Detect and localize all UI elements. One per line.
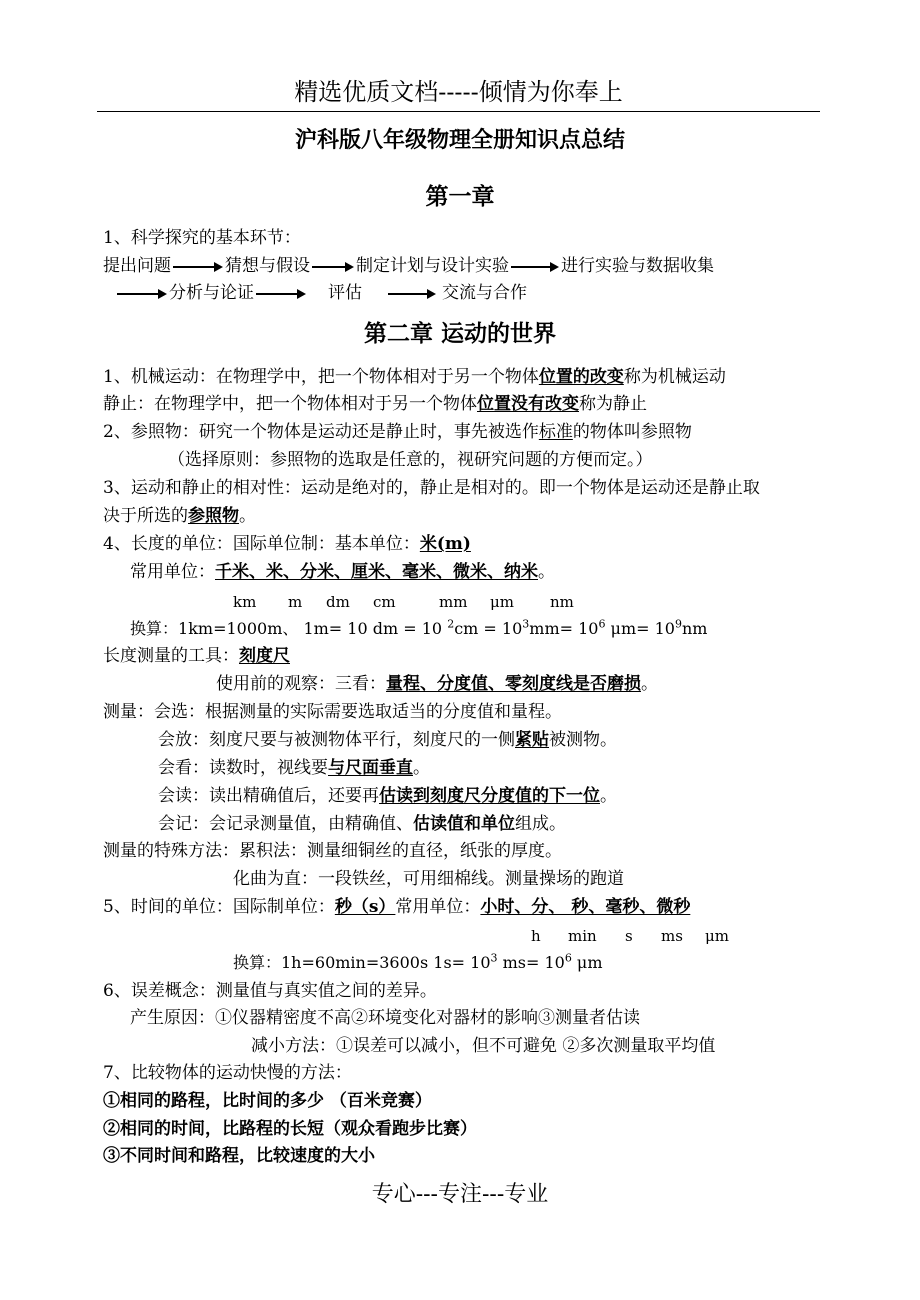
text: 。 [538,562,555,582]
chapter-1-heading: 第一章 [425,183,495,210]
text: 1、机械运动：在物理学中，把一个物体相对于另一个物体 [103,367,539,387]
text: ms= 10 [497,953,565,972]
measure-choose: 测量：会选：根据测量的实际需要选取适当的分度值和量程。 [103,702,562,722]
arrow-right-icon [312,262,354,272]
length-si-unit [103,533,471,555]
keyword: 估读值和单位 [413,814,515,834]
text: 。 [413,758,430,778]
arrow-right-icon [388,289,436,299]
text: 组成。 [515,814,566,834]
text: 的物体叫参照物 [572,422,692,442]
document-title: 沪科版八年级物理全册知识点总结 [294,127,625,153]
arrow-right-icon [256,289,306,299]
step-label: 猜想与假设 [225,256,310,276]
unit-symbol: mm [439,593,468,611]
keyword: 位置的改变 [538,367,624,387]
text: 换算： [130,619,179,638]
keyword: 千米、米、分米、厘米、毫米、微米、纳米 [215,562,538,582]
chapter-2-heading: 第二章 运动的世界 [363,320,556,347]
exponent: 6 [598,617,606,631]
text: 会放：刻度尺要与被测物体平行，刻度尺的一侧 [158,730,515,750]
keyword: 估读到刻度尺分度值的下一位 [379,786,600,806]
mechanical-motion-definition [103,366,726,388]
text: 2、参照物：研究一个物体是运动还是静止时，事先被选作 [103,422,539,442]
compare-speed-heading: 7、比较物体的运动快慢的方法： [103,1063,352,1083]
keyword: 刻度尺 [239,646,290,666]
unit-symbol: nm [550,593,574,611]
keyword: 量程、分度值、零刻度线是否磨损 [386,674,641,694]
measure-place [158,729,617,751]
step-label: 提出问题 [103,256,171,276]
unit-symbol: μm [490,593,514,611]
text: μm= 10 [605,619,675,638]
unit-symbol: μm [705,927,729,945]
compare-method-2: ②相同的时间，比路程的长短（观众看跑步比赛） [103,1119,477,1139]
relativity-statement: 3、运动和静止的相对性：运动是绝对的，静止是相对的。即一个物体是运动还是静止取 [103,478,760,498]
text: 使用前的观察：三看： [216,674,386,694]
text: 会看：读数时，视线要 [158,758,328,778]
rest-definition [103,393,647,415]
special-method-straighten: 化曲为直：一段铁丝，可用细棉线。测量操场的跑道 [233,869,624,889]
error-causes: 产生原因：①仪器精密度不高②环境变化对器材的影响③测量者估读 [130,1008,640,1028]
exponent: 9 [674,617,682,631]
measure-read [158,785,617,807]
measure-record [158,813,566,835]
unit-symbol: m [288,593,303,611]
keyword: 小时、分、 秒、毫秒、微秒 [480,897,691,917]
time-unit-symbols [0,925,920,947]
measure-look [158,757,430,779]
text: 4、长度的单位：国际单位制：基本单位： [103,534,420,554]
keyword: 参照物 [188,506,239,526]
text: 静止：在物理学中，把一个物体相对于另一个物体 [103,394,477,414]
text: mm= 10 [529,619,599,638]
text: 。 [600,786,617,806]
unit-symbol: h [531,927,541,945]
keyword: 与尺面垂直 [328,758,413,778]
text: 换算：1h=60min=3600s 1s= 10 [233,953,491,972]
reference-object-definition [103,421,692,443]
compare-method-1: ①相同的路程，比时间的多少 （百米竞赛） [103,1091,432,1111]
text: 称为静止 [579,394,647,414]
exponent: 3 [522,617,530,631]
length-conversion [130,618,707,640]
text: 。 [239,506,256,526]
step-label: 进行实验与数据收集 [561,256,714,276]
keyword: 米(m) [419,534,471,554]
exponent: 2 [447,617,455,631]
text: 被测物。 [549,730,617,750]
error-concept: 6、误差概念：测量值与真实值之间的差异。 [103,981,437,1001]
text: nm [681,619,708,638]
inquiry-steps-row-2 [115,282,527,304]
time-units [103,896,690,918]
page-footer: 专心---专注---专业 [371,1182,549,1207]
exponent: 3 [490,951,498,965]
arrow-right-icon [117,289,167,299]
error-reduction: 减小方法：①误差可以减小，但不可避免 ②多次测量取平均值 [251,1036,716,1056]
ch1-item-1: 1、科学探究的基本环节： [103,228,301,248]
text: 常用单位： [130,562,215,582]
special-method-accumulate: 测量的特殊方法：累积法：测量细铜丝的直径，纸张的厚度。 [103,841,562,861]
text: 。 [641,674,658,694]
text: 会记：会记录测量值，由精确值、 [158,814,413,834]
time-conversion [233,952,603,974]
length-common-units [130,561,555,583]
unit-symbol: dm [326,593,350,611]
text: cm = 10 [454,619,523,638]
step-label: 分析与论证 [169,283,254,303]
inquiry-steps-row-1 [103,255,714,277]
header-divider [97,111,820,112]
step-label: 交流与合作 [442,283,527,303]
keyword: 标准 [538,422,573,442]
text: 称为机械运动 [623,367,726,387]
keyword: 秒（s） [334,897,396,917]
exponent: 6 [564,951,572,965]
arrow-right-icon [173,262,223,272]
page-header: 精选优质文档-----倾情为你奉上 [294,78,623,106]
relativity-statement-cont [103,505,256,527]
length-unit-symbols [0,591,920,613]
text: 1km=1000m、 1m= 10 dm = 10 [178,619,448,638]
unit-symbol: km [233,593,257,611]
step-label: 评估 [328,283,362,303]
text: 5、时间的单位：国际制单位： [103,897,335,917]
unit-symbol: min [568,927,597,945]
keyword: 位置没有改变 [477,394,579,414]
compare-method-3: ③不同时间和路程，比较速度的大小 [103,1146,375,1166]
text: 常用单位： [395,897,481,917]
length-tool [103,645,290,667]
step-label: 制定计划与设计实验 [356,256,509,276]
unit-symbol: s [625,927,633,945]
keyword: 紧贴 [515,730,549,750]
text: 会读：读出精确值后，还要再 [158,786,379,806]
text: 长度测量的工具： [103,646,239,666]
arrow-right-icon [511,262,559,272]
pre-use-observation [216,673,658,695]
selection-principle: （选择原则：参照物的选取是任意的，视研究问题的方便而定。） [168,450,653,470]
unit-symbol: cm [373,593,396,611]
text: 决于所选的 [103,506,188,526]
unit-symbol: ms [661,927,683,945]
text: μm [571,953,603,972]
